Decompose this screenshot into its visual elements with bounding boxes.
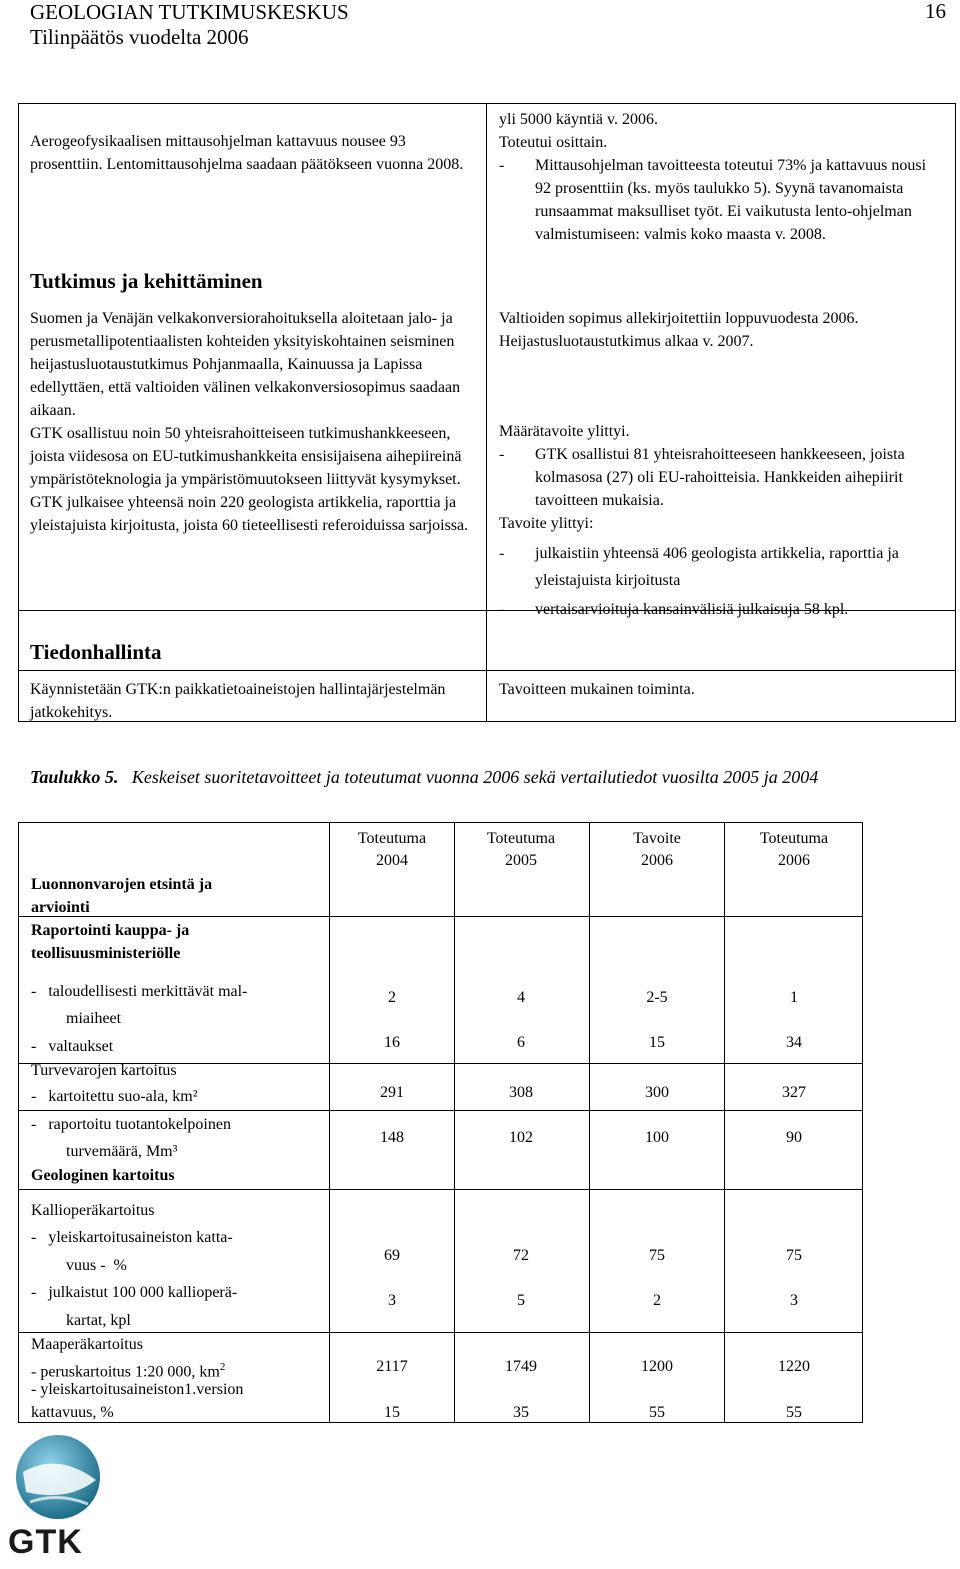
row-heading: Raportointi kauppa- ja teollisuusministeriölle: [31, 922, 190, 962]
column-header: [456, 828, 586, 872]
table-cell: 2: [388, 989, 396, 1006]
projects-result: [499, 420, 944, 621]
row-label: - valtaukset: [31, 1038, 114, 1055]
table-cell: 300: [645, 1084, 669, 1101]
row-label: miaiheet: [66, 1010, 122, 1027]
table-cell: 2: [653, 1292, 661, 1309]
logo-text: GTK: [8, 1523, 83, 1561]
result-bullet: [499, 598, 944, 621]
table-cell: 4: [517, 989, 525, 1006]
table-row-divider: [19, 1110, 862, 1111]
table-cell: 308: [509, 1084, 533, 1101]
table-cell: 15: [384, 1404, 400, 1421]
row-label: - raportoitu tuotantokelpoinen: [31, 1116, 231, 1133]
header-org: GEOLOGIAN TUTKIMUSKESKUS: [30, 0, 349, 24]
bullet-dash: -: [499, 545, 505, 562]
bullet-text: vertaisarvioituja kansainvälisiä julkaisuja 58 kpl.: [535, 601, 849, 618]
section-title-data-management: Tiedonhallinta: [30, 640, 162, 664]
header-subtitle: Tilinpäätös vuodelta 2006: [30, 25, 249, 49]
row-heading: Geologinen kartoitus: [31, 1167, 175, 1184]
table-cell: 3: [388, 1292, 396, 1309]
bullet-dash: -: [499, 446, 505, 463]
table-cell: 6: [517, 1034, 525, 1051]
row-heading: Kallioperäkartoitus: [31, 1202, 155, 1219]
table-cell: 90: [786, 1129, 802, 1146]
table-cell: 1749: [505, 1358, 537, 1375]
aerogeo-goal-text: Aerogeofysikaalisen mittausohjelman kattavuus nousee 93 prosenttiin. Lentomittausohjelma saadaan päätökseen vuonna 2008.: [30, 133, 464, 173]
research-goal-paragraph: GTK julkaisee yhteensä noin 220 geologista artikkelia, raporttia ja yleistajuista kirjoitusta, joista 60 tieteellisesti referoiduissa sarjoissa.: [30, 494, 469, 534]
bullet-text: Mittausohjelman tavoitteesta toteutui 73% ja kattavuus nousi 92 prosenttiin (ks. myös taulukko 5). Syynä tavanomaista runsaammat maksulliset työt. Ei vaikutusta lento-ohjelman valmistumiseen: valmis koko maasta v. 2008.: [535, 157, 927, 243]
page-number: 16: [925, 0, 946, 23]
column-header-year: 2005: [505, 852, 537, 869]
table-caption: [30, 765, 930, 789]
column-header: [592, 828, 722, 872]
column-header-label: Toteutuma: [486, 830, 556, 847]
result-line: Heijastusluotaustutkimus alkaa v. 2007.: [499, 333, 754, 350]
table-row-divider: [19, 1189, 862, 1190]
bullet-dash: -: [499, 157, 505, 174]
caption-label: Taulukko 5.: [30, 767, 119, 787]
research-results: [499, 307, 944, 353]
table-cell: 3: [790, 1292, 798, 1309]
goals-table: [18, 103, 956, 722]
data-management-goal: Käynnistetään GTK:n paikkatietoaineistojen hallintajärjestelmän jatkokehitys.: [30, 681, 446, 721]
row-label: kattavuus, %: [31, 1404, 114, 1421]
row-label: kartat, kpl: [66, 1312, 131, 1329]
table-cell: 102: [509, 1129, 533, 1146]
table-divider: [486, 104, 487, 721]
table-cell: 34: [786, 1034, 802, 1051]
result-line: Valtioiden sopimus allekirjoitettiin loppuvuodesta 2006.: [499, 310, 859, 327]
row-heading: Maaperäkartoitus: [31, 1336, 143, 1353]
table-cell: 35: [513, 1404, 529, 1421]
result-line: Määrätavoite ylittyi.: [499, 423, 630, 440]
performance-table: [18, 822, 863, 1423]
table-cell: 1220: [778, 1358, 810, 1375]
row-label: - julkaistut 100 000 kallioperä-: [31, 1284, 238, 1301]
row-label: - kartoitettu suo-ala, km²: [31, 1088, 198, 1105]
data-management-result: Tavoitteen mukainen toiminta.: [499, 681, 695, 698]
research-goal-paragraph: GTK osallistuu noin 50 yhteisrahoitteiseen tutkimushankkeeseen, joista viidesosa on EU-tutkimushankkeita ensisijaisena aihepiireinä ympäristöteknologia ja ympäristömuutokseen liittyvät kysymykset.: [30, 425, 462, 488]
table-cell: 16: [384, 1034, 400, 1051]
research-goal-paragraph: Suomen ja Venäjän velkakonversiorahoituksella aloitetaan jalo- ja perusmetallipotentiaalisten kohteiden yksityiskohtainen seisminen heijastusluotaustutkimus Pohjanmaalla, Kainuussa ja Lapissa edellyttäen, että valtioiden välinen velkakonversiosopimus saadaan aikaan.: [30, 310, 461, 419]
column-header-label: Toteutuma: [759, 830, 829, 847]
table-cell: 55: [786, 1404, 802, 1421]
table-row-divider: [19, 670, 955, 671]
result-line: yli 5000 käyntiä v. 2006.: [499, 111, 658, 128]
result-bullet: [499, 443, 944, 512]
table-cell: 75: [649, 1247, 665, 1264]
row-label: - yleiskartoitusaineiston katta-: [31, 1229, 233, 1246]
table-cell: 69: [384, 1247, 400, 1264]
column-header-year: 2004: [376, 852, 408, 869]
result-line: Toteutui osittain.: [499, 134, 608, 151]
table-cell: 75: [786, 1247, 802, 1264]
result-line: Tavoite ylittyi:: [499, 515, 594, 532]
column-header-year: 2006: [641, 852, 673, 869]
column-header-label: Tavoite: [633, 830, 681, 847]
section-title-research: Tutkimus ja kehittäminen: [30, 269, 263, 293]
column-header: [729, 828, 859, 872]
column-header-label: Toteutuma: [357, 830, 427, 847]
row-heading: Turvevarojen kartoitus: [31, 1062, 177, 1079]
superscript: 2: [219, 1361, 226, 1373]
column-header-year: 2006: [778, 852, 810, 869]
table-cell: 100: [645, 1129, 669, 1146]
result-bullet: [499, 540, 944, 594]
table-cell: 291: [380, 1084, 404, 1101]
row-label: vuus - %: [66, 1257, 127, 1274]
table-cell: 1: [790, 989, 798, 1006]
table-cell: 327: [782, 1084, 806, 1101]
column-header: [327, 828, 457, 872]
bullet-text: GTK osallistui 81 yhteisrahoitteeseen hankkeeseen, joista kolmasosa (27) oli EU-rahoitteisia. Hankkeiden aihepiirit tavoitteen mukaisia.: [535, 446, 905, 509]
table-cell: 2117: [376, 1358, 408, 1375]
table-cell: 148: [380, 1129, 404, 1146]
research-goals: [30, 307, 475, 537]
row-label: turvemäärä, Mm³: [66, 1143, 178, 1160]
row-heading: Luonnonvarojen etsintä ja arviointi: [31, 876, 213, 916]
row-label: - yleiskartoitusaineiston1.version: [31, 1381, 244, 1398]
aerogeo-result: [499, 108, 944, 246]
table-cell: 2-5: [646, 989, 668, 1006]
table-cell: 5: [517, 1292, 525, 1309]
gtk-logo: [8, 1432, 108, 1562]
result-bullet: [499, 154, 944, 246]
row-label-text: - peruskartoitus 1:20 000, km: [31, 1363, 220, 1381]
caption-text: Keskeiset suoritetavoitteet ja toteutumat vuonna 2006 sekä vertailutiedot vuosilta 2005 ja 2004: [131, 767, 819, 787]
bullet-text: julkaistiin yhteensä 406 geologista artikkelia, raporttia ja yleistajuista kirjoitusta: [535, 545, 899, 589]
table-cell: 15: [649, 1034, 665, 1051]
row-label: - taloudellisesti merkittävät mal-: [31, 983, 248, 1000]
bullet-dash: -: [499, 601, 505, 618]
table-cell: 1200: [641, 1358, 673, 1375]
table-cell: 72: [513, 1247, 529, 1264]
table-cell: 55: [649, 1404, 665, 1421]
